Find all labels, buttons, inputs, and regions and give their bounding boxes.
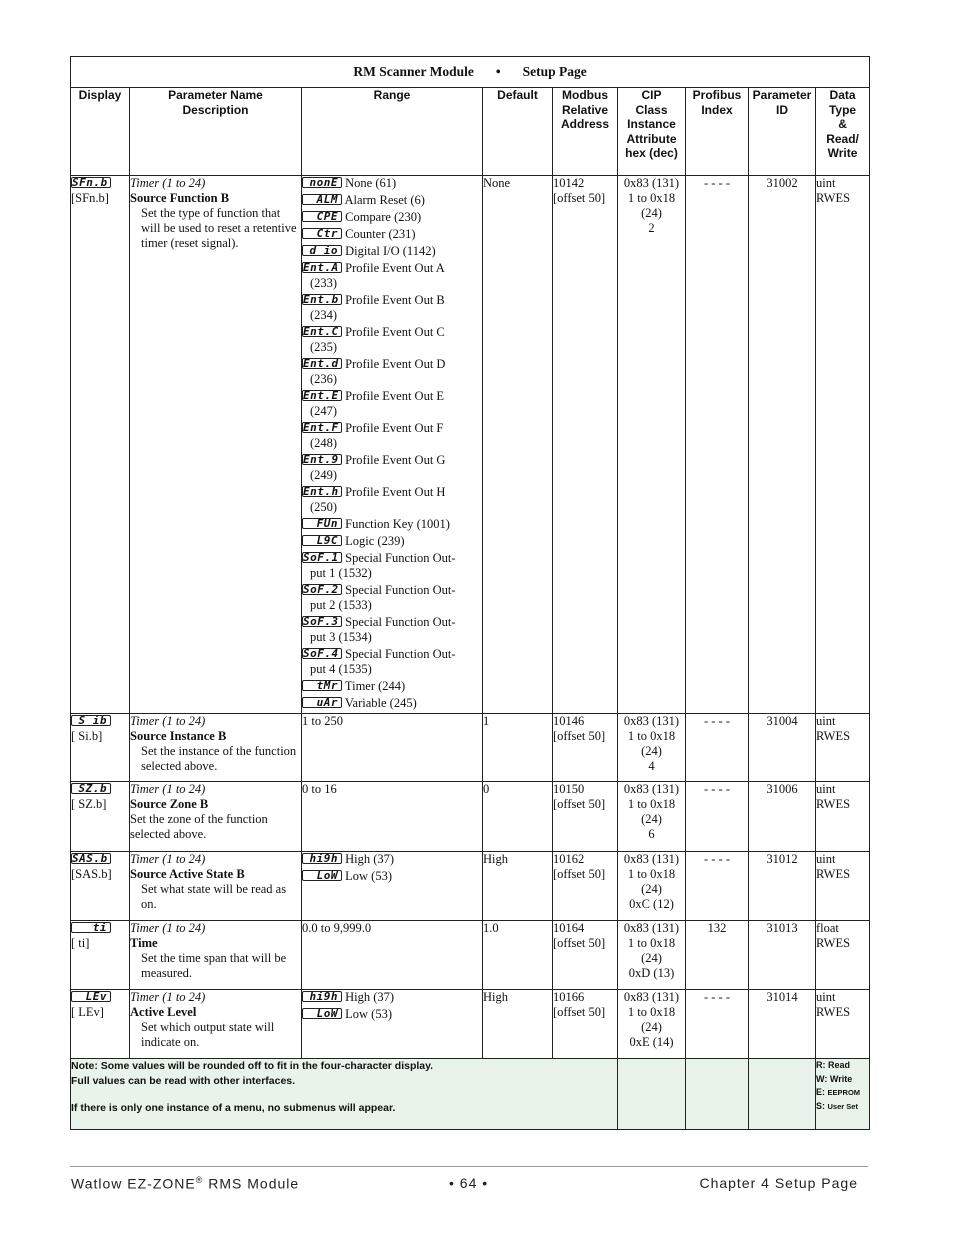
cip-line: (24) — [641, 882, 662, 896]
cip-line: 4 — [648, 759, 655, 773]
profibus-cell: - - - - — [686, 714, 749, 782]
modbus-address: 10142 — [553, 176, 585, 190]
table-row — [71, 782, 870, 852]
range-option-cont: put 4 (1535) — [310, 662, 372, 676]
display-cell — [71, 714, 130, 782]
display-label: [ ti] — [71, 936, 90, 950]
data-type: uint — [816, 176, 836, 190]
range-option — [302, 357, 482, 387]
range-option-text: None (61) — [345, 176, 397, 190]
module-name: RM Scanner Module — [353, 64, 474, 79]
range-option-cont: put 3 (1534) — [310, 630, 372, 644]
param-id-cell: 31012 — [749, 852, 816, 921]
modbus-cell — [553, 714, 618, 782]
range-option — [302, 534, 482, 549]
data-type: uint — [816, 990, 836, 1004]
cip-line: 0x83 (131) — [623, 921, 680, 935]
modbus-offset: [offset 50] — [553, 867, 606, 881]
lcd-code-icon: tMr — [302, 680, 342, 691]
profibus-cell: - - - - — [686, 990, 749, 1059]
cip-line: 0xE (14) — [629, 1035, 674, 1049]
modbus-cell — [553, 176, 618, 714]
range-option-cont: (236) — [310, 372, 338, 386]
param-id-cell: 31004 — [749, 714, 816, 782]
table-title — [71, 57, 870, 88]
read-write: RWES — [816, 191, 851, 205]
lcd-code-icon: Ent.E — [302, 390, 342, 401]
lcd-code-icon: SoF.2 — [302, 584, 342, 595]
param-id-cell: 31002 — [749, 176, 816, 714]
data-type: uint — [816, 782, 836, 796]
data-type-cell — [816, 714, 870, 782]
range-option-text: Profile Event Out C — [345, 325, 445, 339]
param-name: Source Active State B — [130, 867, 245, 881]
param-name-cell — [130, 921, 302, 990]
footer-right: Chapter 4 Setup Page — [699, 1175, 858, 1191]
range-cell — [302, 990, 483, 1059]
cip-line: 0xD (13) — [628, 966, 675, 980]
param-id-cell: 31014 — [749, 990, 816, 1059]
range-cell — [302, 921, 483, 990]
range-cell — [302, 782, 483, 852]
range-cell — [302, 176, 483, 714]
legend-user-set: S: User Set — [816, 1100, 858, 1111]
read-write: RWES — [816, 797, 851, 811]
footer-page-number: • 64 • — [449, 1175, 489, 1191]
range-option-text: Function Key (1001) — [345, 517, 450, 531]
range-option-text: Low (53) — [345, 1007, 392, 1021]
param-description: Set the time span that will be measured. — [141, 951, 287, 980]
range-option-text: Variable (245) — [344, 696, 417, 710]
range-option-cont: put 2 (1533) — [310, 598, 372, 612]
default-cell: High — [483, 852, 553, 921]
lcd-code-icon: Ctr — [302, 228, 342, 239]
range-option — [302, 647, 482, 677]
read-write: RWES — [816, 1005, 851, 1019]
cip-line: (24) — [641, 812, 662, 826]
range-option-cont: (235) — [310, 340, 338, 354]
display-label: [SFn.b] — [71, 191, 109, 205]
cip-line: 1 to 0x18 — [627, 797, 676, 811]
modbus-address: 10164 — [553, 921, 585, 935]
col-header-cip: CIP Class Instance Attribute hex (dec) — [618, 88, 686, 176]
cip-line: 1 to 0x18 — [627, 729, 676, 743]
table-row — [71, 714, 870, 782]
range-text: 0 to 16 — [302, 782, 337, 796]
lcd-code-icon: LoW — [302, 1008, 342, 1019]
range-option-text: Special Function Out- — [345, 583, 456, 597]
display-cell — [71, 921, 130, 990]
note-empty-param-id — [749, 1059, 816, 1130]
data-type: uint — [816, 714, 836, 728]
lcd-code-icon: nonE — [302, 177, 342, 188]
profibus-cell: - - - - — [686, 176, 749, 714]
param-description: Set what state will be read as on. — [141, 882, 287, 911]
param-id-cell: 31006 — [749, 782, 816, 852]
rw-legend — [816, 1059, 870, 1130]
display-cell — [71, 782, 130, 852]
param-name-cell — [130, 782, 302, 852]
modbus-cell — [553, 852, 618, 921]
lcd-code-icon: FUn — [302, 518, 342, 529]
range-option — [302, 852, 482, 867]
modbus-cell — [553, 782, 618, 852]
range-option-text: Alarm Reset (6) — [344, 193, 425, 207]
col-header-param-name: Parameter Name Description — [130, 88, 302, 176]
note-line-1: Note: Some values will be rounded off to fit in the four-character display. — [71, 1060, 434, 1072]
legend-eeprom: E: EEPROM — [816, 1087, 861, 1097]
range-option-text: Digital I/O (1142) — [345, 244, 436, 258]
range-option — [302, 485, 482, 515]
range-option-cont: put 1 (1532) — [310, 566, 372, 580]
menu-label: Timer (1 to 24) — [130, 782, 206, 796]
cip-cell — [618, 852, 686, 921]
display-label: [ LEv] — [71, 1005, 104, 1019]
setup-parameter-table — [70, 56, 870, 1130]
range-option — [302, 1007, 482, 1022]
param-description: Set the type of function that will be used to reset a retentive timer (reset signal). — [141, 206, 297, 250]
data-type: float — [816, 921, 839, 935]
note-row — [71, 1059, 870, 1130]
range-option-cont: (234) — [310, 308, 338, 322]
lcd-display-icon: S ib — [71, 715, 111, 726]
range-option — [302, 176, 482, 191]
range-option — [302, 325, 482, 355]
lcd-code-icon: ALM — [302, 194, 342, 205]
table-row — [71, 990, 870, 1059]
modbus-offset: [offset 50] — [553, 797, 606, 811]
param-name: Time — [130, 936, 158, 950]
col-header-display: Display — [71, 88, 130, 176]
range-option — [302, 261, 482, 291]
lcd-code-icon: SoF.1 — [302, 552, 342, 563]
range-option — [302, 193, 482, 208]
range-option-text: Profile Event Out G — [345, 453, 446, 467]
range-option-cont: (247) — [310, 404, 338, 418]
default-cell: High — [483, 990, 553, 1059]
range-option-text: Counter (231) — [345, 227, 416, 241]
lcd-code-icon: CPE — [302, 211, 342, 222]
data-type: uint — [816, 852, 836, 866]
modbus-cell — [553, 921, 618, 990]
modbus-address: 10150 — [553, 782, 585, 796]
legend-write: W: Write — [816, 1073, 853, 1084]
lcd-code-icon: Ent.F — [302, 422, 342, 433]
range-option — [302, 210, 482, 225]
col-header-profibus: Profibus Index — [686, 88, 749, 176]
range-option — [302, 679, 482, 694]
cip-line: 0x83 (131) — [623, 782, 680, 796]
range-option — [302, 990, 482, 1005]
table-row — [71, 176, 870, 714]
cip-line: 0xC (12) — [629, 897, 674, 911]
modbus-offset: [offset 50] — [553, 191, 606, 205]
note-empty-profibus — [686, 1059, 749, 1130]
lcd-code-icon: uAr — [302, 697, 342, 708]
data-type-cell — [816, 990, 870, 1059]
table-row — [71, 852, 870, 921]
lcd-display-icon: SZ.b — [71, 783, 111, 794]
range-option — [302, 869, 482, 884]
range-option-text: Special Function Out- — [345, 551, 456, 565]
col-header-default: Default — [483, 88, 553, 176]
lcd-code-icon: Ent.d — [302, 358, 342, 369]
footer-rule — [70, 1166, 868, 1167]
range-text: 0.0 to 9,999.0 — [302, 921, 372, 935]
cip-line: 2 — [648, 221, 655, 235]
param-description: Set the zone of the function selected above. — [130, 812, 268, 841]
lcd-code-icon: Ent.9 — [302, 454, 342, 465]
read-write: RWES — [816, 729, 851, 743]
profibus-cell: 132 — [686, 921, 749, 990]
param-name-cell — [130, 852, 302, 921]
param-name: Source Instance B — [130, 729, 227, 743]
cip-line: 1 to 0x18 — [627, 867, 676, 881]
read-write: RWES — [816, 867, 851, 881]
lcd-display-icon: ti — [71, 922, 111, 933]
range-option-text: Profile Event Out F — [345, 421, 444, 435]
range-option — [302, 551, 482, 581]
modbus-address: 10146 — [553, 714, 585, 728]
range-option — [302, 583, 482, 613]
modbus-address: 10162 — [553, 852, 585, 866]
title-separator: • — [495, 64, 501, 79]
display-cell — [71, 176, 130, 714]
page-name: Setup Page — [522, 64, 587, 79]
display-label: [ SZ.b] — [71, 797, 107, 811]
range-option — [302, 696, 482, 711]
default-cell: None — [483, 176, 553, 714]
lcd-display-icon: SFn.b — [71, 177, 111, 188]
col-header-param-id: Parameter ID — [749, 88, 816, 176]
data-type-cell — [816, 782, 870, 852]
lcd-code-icon: hi9h — [302, 991, 342, 1002]
range-option-text: Special Function Out- — [345, 615, 456, 629]
range-option-text: Compare (230) — [345, 210, 422, 224]
menu-label: Timer (1 to 24) — [130, 990, 206, 1004]
range-text: 1 to 250 — [302, 714, 343, 728]
display-label: [ Si.b] — [71, 729, 103, 743]
param-description: Set which output state will indicate on. — [141, 1020, 275, 1049]
modbus-offset: [offset 50] — [553, 1005, 606, 1019]
range-option-cont: (233) — [310, 276, 338, 290]
cip-line: 1 to 0x18 — [627, 191, 676, 205]
table-row — [71, 921, 870, 990]
cip-cell — [618, 782, 686, 852]
range-option-text: Profile Event Out H — [345, 485, 446, 499]
range-option-cont: (250) — [310, 500, 338, 514]
modbus-offset: [offset 50] — [553, 729, 606, 743]
cip-line: 0x83 (131) — [623, 714, 680, 728]
range-option-text: High (37) — [345, 990, 395, 1004]
footer-left: Watlow EZ-ZONE® RMS Module — [71, 1175, 300, 1192]
lcd-code-icon: Ent.C — [302, 326, 342, 337]
note-cell — [71, 1059, 618, 1130]
cip-line: (24) — [641, 951, 662, 965]
col-header-modbus: Modbus Relative Address — [553, 88, 618, 176]
cip-cell — [618, 921, 686, 990]
range-option-text: Profile Event Out E — [345, 389, 445, 403]
range-option — [302, 453, 482, 483]
range-option — [302, 227, 482, 242]
range-cell — [302, 714, 483, 782]
range-option — [302, 517, 482, 532]
profibus-cell: - - - - — [686, 782, 749, 852]
cip-line: 0x83 (131) — [623, 852, 680, 866]
range-option-text: Profile Event Out A — [345, 261, 445, 275]
param-name: Source Function B — [130, 191, 230, 205]
range-option-text: Timer (244) — [344, 679, 406, 693]
range-option — [302, 244, 482, 259]
data-type-cell — [816, 921, 870, 990]
display-cell — [71, 852, 130, 921]
param-id-cell: 31013 — [749, 921, 816, 990]
range-option-text: Special Function Out- — [345, 647, 456, 661]
range-option-cont: (248) — [310, 436, 338, 450]
note-line-3: If there is only one instance of a menu, no submenus will appear. — [71, 1102, 396, 1114]
range-option — [302, 421, 482, 451]
lcd-code-icon: Ent.A — [302, 262, 342, 273]
range-option-text: Profile Event Out D — [345, 357, 446, 371]
data-type-cell — [816, 176, 870, 714]
cip-line: 1 to 0x18 — [627, 1005, 676, 1019]
range-option-text: High (37) — [345, 852, 395, 866]
range-option — [302, 615, 482, 645]
lcd-code-icon: LoW — [302, 870, 342, 881]
lcd-display-icon: SAS.b — [71, 853, 111, 864]
menu-label: Timer (1 to 24) — [130, 714, 206, 728]
lcd-code-icon: SoF.4 — [302, 648, 342, 659]
param-description: Set the instance of the function selected above. — [141, 744, 297, 773]
param-name-cell — [130, 176, 302, 714]
default-cell: 1.0 — [483, 921, 553, 990]
read-write: RWES — [816, 936, 851, 950]
menu-label: Timer (1 to 24) — [130, 852, 206, 866]
cip-line: (24) — [641, 744, 662, 758]
data-type-cell — [816, 852, 870, 921]
range-option-text: Low (53) — [345, 869, 392, 883]
param-name-cell — [130, 990, 302, 1059]
lcd-code-icon: Ent.b — [302, 294, 342, 305]
cip-cell — [618, 714, 686, 782]
range-option-cont: (249) — [310, 468, 338, 482]
legend-read: R: Read — [816, 1060, 851, 1070]
note-line-2: Full values can be read with other interfaces. — [71, 1075, 296, 1087]
lcd-display-icon: LEv — [71, 991, 111, 1002]
param-name: Active Level — [130, 1005, 197, 1019]
param-name: Source Zone B — [130, 797, 209, 811]
range-option-text: Logic (239) — [345, 534, 405, 548]
display-label: [SAS.b] — [71, 867, 112, 881]
header-row — [71, 88, 870, 176]
lcd-code-icon: d io — [302, 245, 342, 256]
modbus-offset: [offset 50] — [553, 936, 606, 950]
range-option-text: Profile Event Out B — [345, 293, 445, 307]
cip-line: 6 — [648, 827, 655, 841]
cip-cell — [618, 176, 686, 714]
lcd-code-icon: Ent.h — [302, 486, 342, 497]
modbus-address: 10166 — [553, 990, 585, 1004]
default-cell: 1 — [483, 714, 553, 782]
cip-line: (24) — [641, 1020, 662, 1034]
default-cell: 0 — [483, 782, 553, 852]
note-empty-cip — [618, 1059, 686, 1130]
display-cell — [71, 990, 130, 1059]
lcd-code-icon: hi9h — [302, 853, 342, 864]
cip-cell — [618, 990, 686, 1059]
param-name-cell — [130, 714, 302, 782]
col-header-range: Range — [302, 88, 483, 176]
profibus-cell: - - - - — [686, 852, 749, 921]
col-header-data-type: Data Type & Read/ Write — [816, 88, 870, 176]
modbus-cell — [553, 990, 618, 1059]
cip-line: 0x83 (131) — [623, 176, 680, 190]
range-option — [302, 293, 482, 323]
range-option — [302, 389, 482, 419]
cip-line: (24) — [641, 206, 662, 220]
menu-label: Timer (1 to 24) — [130, 921, 206, 935]
menu-label: Timer (1 to 24) — [130, 176, 206, 190]
lcd-code-icon: L9C — [302, 535, 342, 546]
cip-line: 1 to 0x18 — [627, 936, 676, 950]
range-cell — [302, 852, 483, 921]
lcd-code-icon: SoF.3 — [302, 616, 342, 627]
cip-line: 0x83 (131) — [623, 990, 680, 1004]
